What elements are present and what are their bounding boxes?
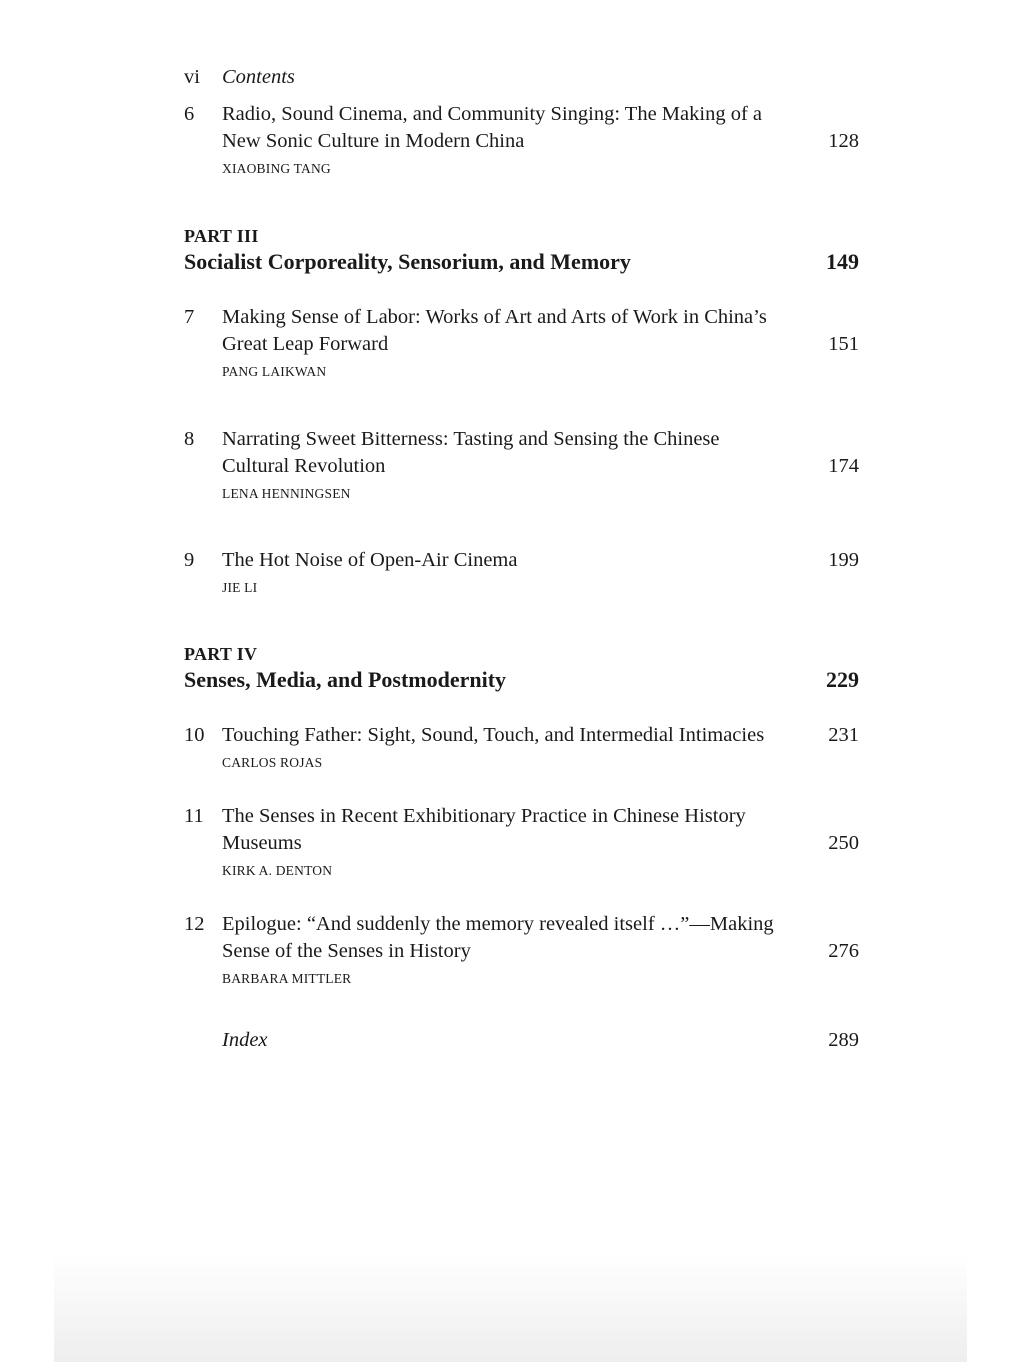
page-bottom-shadow xyxy=(54,1252,967,1362)
chapter-number: 8 xyxy=(184,428,195,450)
chapter-author: KIRK A. DENTON xyxy=(222,863,333,878)
index-label: Index xyxy=(222,1029,268,1051)
part-title: Senses, Media, and Postmodernity xyxy=(184,667,507,692)
chapter-author: XIAOBING TANG xyxy=(222,161,331,176)
part-title: Socialist Corporeality, Sensorium, and Memory xyxy=(184,249,631,274)
index-page: 289 xyxy=(828,1029,859,1051)
chapter-author: CARLOS ROJAS xyxy=(222,755,323,770)
chapter-title-line: Sense of the Senses in History xyxy=(222,940,471,962)
chapter-page: 199 xyxy=(828,549,859,571)
chapter-number: 12 xyxy=(184,913,205,935)
chapter-number: 7 xyxy=(184,306,195,328)
chapter-title-line: The Senses in Recent Exhibitionary Practice in Chinese History xyxy=(222,805,746,827)
chapter-title-line: Touching Father: Sight, Sound, Touch, and Intermedial Intimacies xyxy=(222,724,765,746)
chapter-title-line: Making Sense of Labor: Works of Art and Arts of Work in China’s xyxy=(222,306,767,328)
chapter-number: 10 xyxy=(184,724,205,746)
chapter-page: 174 xyxy=(828,455,859,477)
chapter-page: 231 xyxy=(828,724,859,746)
chapter-number: 6 xyxy=(184,103,195,125)
part-page: 149 xyxy=(826,249,859,274)
chapter-page: 151 xyxy=(828,333,859,355)
chapter-author: LENA HENNINGSEN xyxy=(222,486,351,501)
chapter-number: 9 xyxy=(184,549,195,571)
chapter-title-line: Narrating Sweet Bitterness: Tasting and Sensing the Chinese xyxy=(222,428,720,450)
chapter-author: BARBARA MITTLER xyxy=(222,971,352,986)
chapter-number: 11 xyxy=(184,805,204,827)
chapter-title-line: Radio, Sound Cinema, and Community Singing: The Making of a xyxy=(222,103,762,125)
chapter-page: 250 xyxy=(828,832,859,854)
chapter-page: 276 xyxy=(828,940,859,962)
part-page: 229 xyxy=(826,667,859,692)
running-title: Contents xyxy=(222,66,295,88)
chapter-title-line: Epilogue: “And suddenly the memory revealed itself …”—Making xyxy=(222,913,774,935)
chapter-page: 128 xyxy=(828,130,859,152)
chapter-title-line: New Sonic Culture in Modern China xyxy=(222,130,525,152)
chapter-title-line: Museums xyxy=(222,832,302,854)
chapter-title-line: Great Leap Forward xyxy=(222,333,389,355)
page-number: vi xyxy=(184,66,200,88)
chapter-author: JIE LI xyxy=(222,580,258,595)
chapter-author: PANG LAIKWAN xyxy=(222,364,327,379)
chapter-title-line: Cultural Revolution xyxy=(222,455,386,477)
chapter-title-line: The Hot Noise of Open-Air Cinema xyxy=(222,549,518,571)
part-label: PART IV xyxy=(184,644,258,664)
part-label: PART III xyxy=(184,226,259,246)
